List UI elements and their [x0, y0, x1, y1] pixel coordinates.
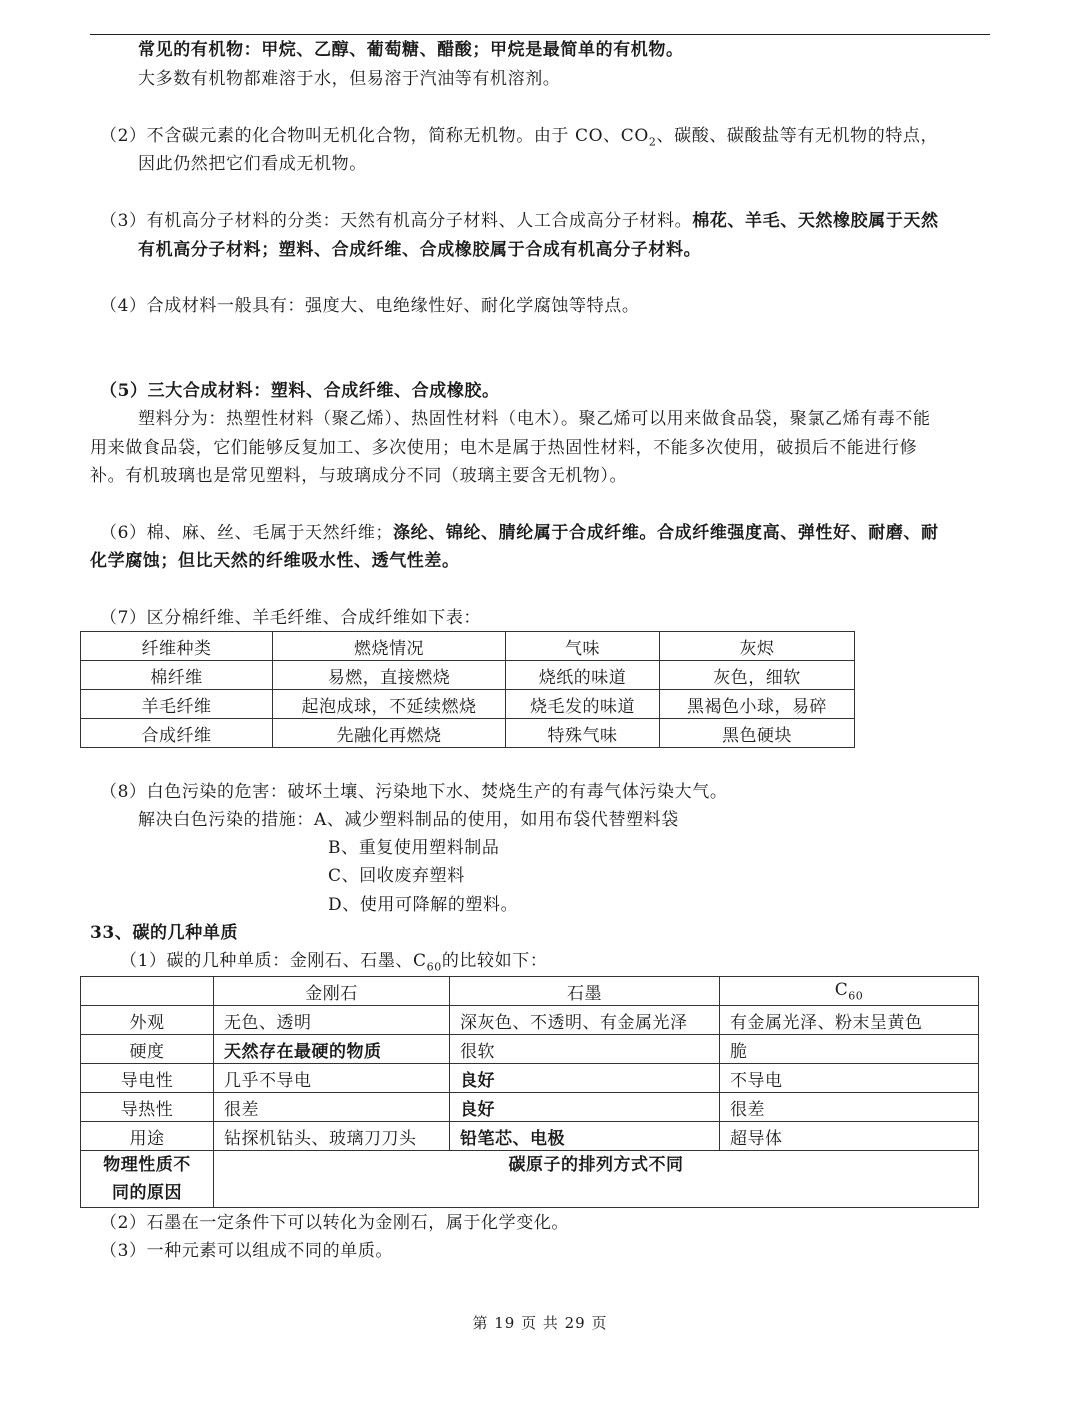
table-row [81, 1064, 979, 1093]
table-cell: 烧纸的味道 [506, 661, 660, 690]
para-7: （7）区分棉纤维、羊毛纤维、合成纤维如下表： [100, 608, 482, 628]
table-row [81, 1035, 979, 1064]
para-8-option-b: B、重复使用塑料制品 [328, 838, 500, 858]
carbon-allotropes-table [80, 976, 979, 1208]
table-cell: 导电性 [81, 1064, 214, 1093]
table-row [81, 1122, 979, 1151]
table-cell: 脆 [720, 1035, 979, 1064]
table-cell: 硬度 [81, 1035, 214, 1064]
table-header-cell: 气味 [506, 632, 660, 661]
table-row [81, 661, 855, 690]
table-cell: 良好 [450, 1093, 720, 1122]
table-cell: 天然存在最硬的物质 [214, 1035, 450, 1064]
table-cell: 外观 [81, 1006, 214, 1035]
section-33-point-2: （2）石墨在一定条件下可以转化为金刚石，属于化学变化。 [100, 1213, 570, 1233]
para-3-line-2: 有机高分子材料；塑料、合成纤维、合成橡胶属于合成有机高分子材料。 [138, 240, 702, 260]
table-header-cell: 金刚石 [214, 977, 450, 1006]
table-header-cell [81, 977, 214, 1006]
table-cell: 超导体 [720, 1122, 979, 1151]
para-2-line-2: 因此仍然把它们看成无机物。 [138, 154, 367, 174]
para-8-line-2: 解决白色污染的措施：A、减少塑料制品的使用，如用布袋代替塑料袋 [138, 810, 679, 830]
carbon-table-header [81, 977, 979, 1006]
table-cell: 几乎不导电 [214, 1064, 450, 1093]
para-2-line-1: （2）不含碳元素的化合物叫无机化合物，简称无机物。由于 CO、$CO_2$、碳酸、碳酸盐等有无机物的特点， [100, 126, 939, 149]
table-cell: 烧毛发的味道 [506, 690, 660, 719]
para-5-title: （5）三大合成材料：塑料、合成纤维、合成橡胶。 [100, 381, 500, 401]
reason-label-cell: 物理性质不 同的原因 [81, 1151, 214, 1208]
table-cell: 黑色硬块 [660, 719, 855, 748]
page-number: 第 19 页 共 29 页 [472, 1314, 608, 1332]
para-4: （4）合成材料一般具有：强度大、电绝缘性好、耐化学腐蚀等特点。 [100, 296, 640, 316]
table-cell: 深灰色、不透明、有金属光泽 [450, 1006, 720, 1035]
table-header-cell: 燃烧情况 [273, 632, 506, 661]
table-cell: 无色、透明 [214, 1006, 450, 1035]
table-cell: 很差 [720, 1093, 979, 1122]
table-cell: 灰色，细软 [660, 661, 855, 690]
para-5-line-1: 塑料分为：热塑性材料（聚乙烯）、热固性材料（电木）。聚乙烯可以用来做食品袋，聚氯乙烯有毒不能 [138, 409, 931, 429]
table-cell: 不导电 [720, 1064, 979, 1093]
table-cell: 黑褐色小球，易碎 [660, 690, 855, 719]
table-cell: 合成纤维 [81, 719, 273, 748]
para-8-option-c: C、回收废弃塑料 [328, 866, 465, 886]
table-cell: 很软 [450, 1035, 720, 1064]
para-5-line-3: 补。有机玻璃也是常见塑料，与玻璃成分不同（玻璃主要含无机物）。 [90, 466, 628, 486]
section-33-point-3: （3）一种元素可以组成不同的单质。 [100, 1241, 394, 1261]
header-rule [90, 34, 990, 35]
common-organics-line: 常见的有机物：甲烷、乙醇、葡萄糖、醋酸；甲烷是最简单的有机物。 [138, 40, 684, 60]
fiber-table-header [81, 632, 855, 661]
section-33-intro: （1）碳的几种单质：金刚石、石墨、$C_{60}$的比较如下： [120, 951, 548, 974]
table-header-cell: 石墨 [450, 977, 720, 1006]
table-cell: 用途 [81, 1122, 214, 1151]
para-8-line-1: （8）白色污染的危害：破坏土壤、污染地下水、焚烧生产的有毒气体污染大气。 [100, 782, 728, 802]
table-row [81, 719, 855, 748]
reason-value-cell: 碳原子的排列方式不同 [214, 1151, 979, 1208]
table-header-cell: 灰烬 [660, 632, 855, 661]
table-cell: 钻探机钻头、玻璃刀刀头 [214, 1122, 450, 1151]
solubility-line: 大多数有机物都难溶于水，但易溶于汽油等有机溶剂。 [138, 69, 561, 89]
table-cell: 棉纤维 [81, 661, 273, 690]
table-cell: 易燃，直接燃烧 [273, 661, 506, 690]
table-cell: 有金属光泽、粉末呈黄色 [720, 1006, 979, 1035]
para-8-option-d: D、使用可降解的塑料。 [328, 895, 519, 915]
fiber-comparison-table [80, 631, 855, 748]
table-cell: 很差 [214, 1093, 450, 1122]
table-cell: 导热性 [81, 1093, 214, 1122]
table-cell: 先融化再燃烧 [273, 719, 506, 748]
para-6-line-1: （6）棉、麻、丝、毛属于天然纤维；涤纶、锦纶、腈纶属于合成纤维。合成纤维强度高、弹性好、耐磨、耐 [100, 523, 939, 543]
table-row [81, 1006, 979, 1035]
table-cell: 铅笔芯、电极 [450, 1122, 720, 1151]
para-5-line-2: 用来做食品袋，它们能够反复加工、多次使用；电木是属于热固性材料，不能多次使用，破损后不能进行修 [90, 438, 918, 458]
table-cell: 起泡成球，不延续燃烧 [273, 690, 506, 719]
table-cell: 羊毛纤维 [81, 690, 273, 719]
table-cell: 良好 [450, 1064, 720, 1093]
table-row [81, 690, 855, 719]
para-3-line-1: （3）有机高分子材料的分类：天然有机高分子材料、人工合成高分子材料。棉花、羊毛、天然橡胶属于天然 [100, 211, 939, 231]
section-33-title: 33、碳的几种单质 [90, 923, 239, 943]
table-row [81, 1093, 979, 1122]
table-cell: 特殊气味 [506, 719, 660, 748]
table-header-cell: 纤维种类 [81, 632, 273, 661]
table-header-cell: $C_{60}$ [720, 977, 979, 1006]
para-6-line-2: 化学腐蚀；但比天然的纤维吸水性、透气性差。 [90, 551, 460, 571]
table-row [81, 1151, 979, 1208]
